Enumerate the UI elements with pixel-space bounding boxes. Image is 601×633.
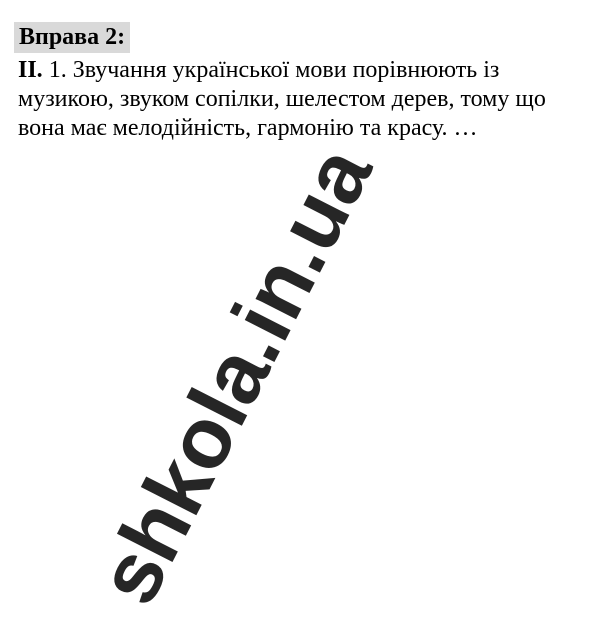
part-label: II. [18,57,43,83]
answer-text [18,56,588,143]
answer-excerpt: 1. Звучання української мови порівнюють із музикою, звуком сопілки, шелестом дерев, тому що вона має мелодійність, гармонію та красу. … [18,57,546,141]
watermark-text: shkola.in.ua [79,132,391,619]
exercise-heading: Вправа 2: [14,22,130,53]
